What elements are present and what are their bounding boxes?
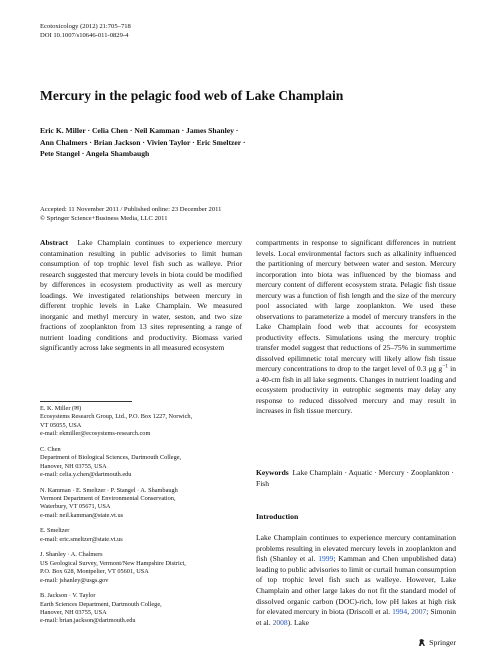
affiliation-name: E. K. Miller (	[40, 405, 75, 412]
publisher-name: Springer	[429, 638, 456, 647]
citation-link[interactable]: 1999	[318, 554, 334, 564]
abstract-label: Abstract	[40, 238, 69, 247]
affiliation	[40, 551, 242, 585]
affiliation-line: Waterbury, VT 05671, USA	[40, 503, 111, 511]
affiliation-line: P.O. Box 628, Montpelier, VT 05601, USA	[40, 568, 149, 576]
unit-superscript: −1	[442, 363, 448, 370]
citation-link[interactable]: 1994	[392, 607, 408, 617]
affiliation	[40, 487, 242, 521]
publication-dates	[40, 205, 221, 224]
abstract-text-continued: compartments in response to significant differences in nutrient levels. Local environmental factors such as alkalinity influenced the partitioning of mercury between water and seston. Mercury incorporation into biota was influenced by the biomass and mercury content of different ecosystem strata. Pelagic fish tissue mercury was a function of fish length and the size of the mercury pool associated with large zooplankton. We used these observations to parameterize a model of mercury transfers in the Lake Champlain food web that accounts for ecosystem productivity effects. Simulations using the mercury trophic transfer model suggest that reductions of 25–75% in summertime dissolved epilimnetic total mercury will likely allow fish tissue mercury concentrations to drop to the target level of 0.3 μg g	[256, 238, 456, 373]
copyright: © Springer Science+Business Media, LLC 2011	[40, 215, 168, 223]
affiliation-name: E. Smeltzer	[40, 527, 70, 535]
affiliation-name: B. Jackson · V. Taylor	[40, 592, 96, 600]
citation-link[interactable]: 2007	[411, 607, 427, 617]
intro-text: Lake Champlain continues to experience mercury contamination problems resulting in elevated mercury levels in zooplankton and fish (Shanley et al.	[256, 533, 456, 564]
abstract-text: Lake Champlain continues to experience mercury contamination resulting in public advisories to limit human consumption of top trophic level fish such as walleye. Prior research suggested that mercury levels in biota could be modified by differences in ecosystem productivity as well as mercury loadings. We investigated relationships between mercury in different trophic levels in Lake Champlain. We measured inorganic and methyl mercury in water, seston, and two size fractions of zooplankton from 13 sites representing a range of nutrient loading conditions and productivity. Biomass varied significantly across lake segments in all measured ecosystem	[40, 238, 242, 352]
abstract-right-column	[256, 238, 456, 417]
keywords-label: Keywords	[256, 468, 289, 477]
publisher-logo	[418, 638, 456, 647]
envelope-icon: ✉	[74, 406, 80, 412]
springer-horse-icon	[418, 638, 426, 647]
affiliation-line: Department of Biological Sciences, Dartmouth College,	[40, 454, 182, 462]
affiliation-name: C. Chen	[40, 445, 61, 453]
affiliations	[40, 405, 242, 633]
affiliation	[40, 592, 242, 626]
affiliation-email: e-mail: ekmiller@ecosystems-research.com	[40, 430, 151, 438]
intro-text: ; Kamman and Chen unpublished data) leading to public advisories to limit or curtail human consumption of top trophic level fish such as walleye. However, Lake Champlain and other large lakes do not fit the standard model of dissolved organic carbon (DOC)-rich, low pH lakes at high risk for elevated mercury in biota (Driscoll et al.	[256, 554, 456, 617]
affiliation-email: e-mail: jshanley@usgs.gov	[40, 576, 109, 584]
affiliation-line: Vermont Department of Environmental Conservation,	[40, 495, 176, 503]
affiliation-name: N. Kamman · E. Smeltzer · P. Stangel · A. Shambaugh	[40, 486, 178, 494]
accepted-published: Accepted: 11 November 2011 / Published online: 23 December 2011	[40, 206, 222, 213]
citation-link[interactable]: 2008	[272, 617, 288, 627]
affiliation-line: Hanover, NH 03755, USA	[40, 609, 107, 617]
author-line: Ann Chalmers · Brian Jackson · Vivien Taylor · Eric Smeltzer ·	[40, 137, 246, 147]
affiliation	[40, 405, 242, 439]
paper-title: Mercury in the pelagic food web of Lake Champlain	[40, 88, 344, 103]
affiliation-line: Earth Sciences Department, Dartmouth College,	[40, 600, 162, 608]
affiliation-line: VT 05055, USA	[40, 421, 82, 429]
author-line: Eric K. Miller · Celia Chen · Neil Kamman · James Shanley ·	[40, 126, 239, 135]
affiliation	[40, 446, 242, 480]
affiliation-email: e-mail: celia.y.chen@dartmouth.edu	[40, 471, 132, 479]
introduction-paragraph	[256, 533, 456, 628]
journal-citation: Ecotoxicology (2012) 21:705–718	[40, 23, 131, 30]
keywords-text: Lake Champlain · Aquatic · Mercury · Zooplankton · Fish	[256, 468, 454, 488]
keywords	[256, 467, 456, 489]
affiliation-divider	[40, 401, 132, 402]
affiliation-line: Ecosystems Research Group, Ltd., P.O. Box 1227, Norwich,	[40, 413, 193, 421]
journal-header	[40, 22, 131, 41]
affiliation-line: Hanover, NH 03755, USA	[40, 462, 107, 470]
affiliation-name: J. Shanley · A. Chalmers	[40, 551, 103, 559]
abstract-text-end: in a 40-cm fish in all lake segments. Changes in nutrient loading and ecosystem productivity in eutrophic segments may delay any response to reduced dissolved mercury and may result in increases in fish tissue mercury.	[256, 364, 456, 415]
introduction-heading: Introduction	[256, 512, 299, 521]
affiliation-line: US Geological Survey, Vermont/New Hampshire District,	[40, 559, 186, 567]
affiliation-email: e-mail: neil.kamman@state.vt.us	[40, 511, 124, 519]
intro-text: ; Simonin et al.	[256, 607, 456, 627]
abstract-left-column	[40, 238, 242, 354]
doi: DOI 10.1007/s10646-011-0829-4	[40, 32, 129, 40]
intro-text: ,	[407, 607, 412, 617]
author-list	[40, 125, 370, 160]
author-line: Pete Stangel · Angela Shambaugh	[40, 149, 150, 159]
affiliation-email: e-mail: brian.jackson@dartmouth.edu	[40, 617, 136, 625]
affiliation-email: e-mail: eric.smeltzer@state.vt.us	[40, 535, 123, 543]
affiliation	[40, 527, 242, 544]
affiliation-name-tail: )	[79, 405, 82, 412]
intro-text: ). Lake	[287, 617, 310, 627]
